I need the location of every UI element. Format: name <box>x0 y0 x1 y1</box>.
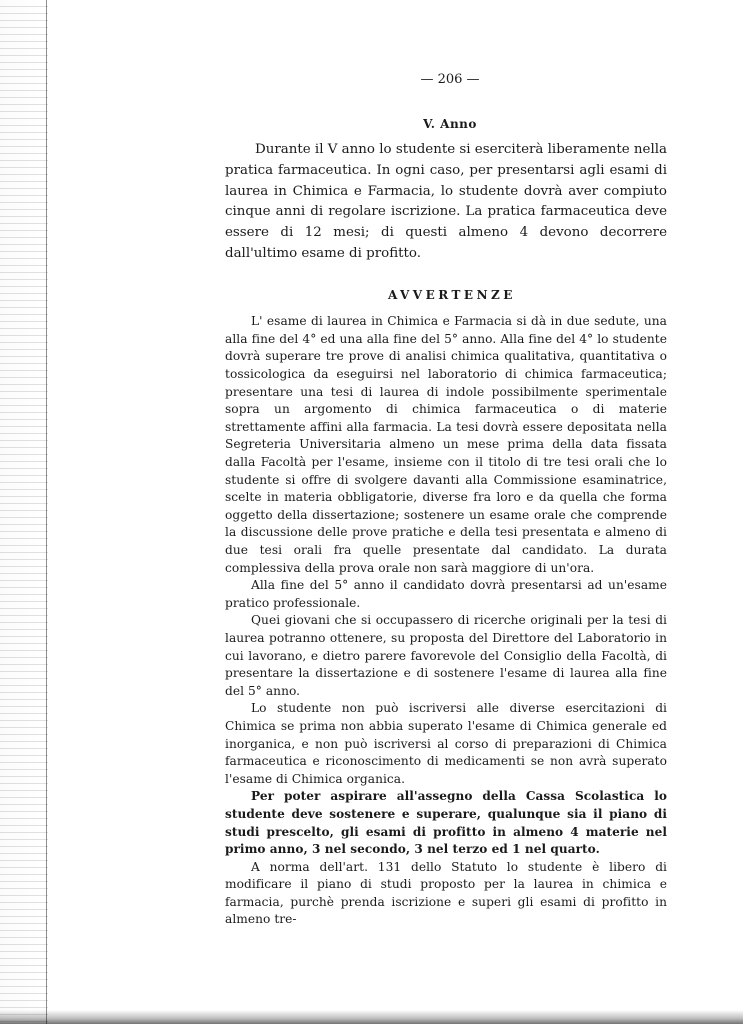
scan-binding-line <box>46 0 47 1024</box>
paragraph-research: Quei giovani che si occupassero di ricerche originali per la tesi di laurea potranno ottenere, su proposta del Direttore del Laboratorio in cui lavorano, e dietro parere favorevole del Consiglio della Facoltà, di presentare la dissertazione e di sostenere l'esame di laurea alla fine del 5° anno. <box>225 613 667 698</box>
year-heading: V. Anno <box>423 116 477 131</box>
paragraph-enrollment: Lo studente non può iscriversi alle diverse esercitazioni di Chimica se prima non abbia superato l'esame di Chimica generale ed inorganica, e non può iscriversi al corso di preparazioni di Chimica farmaceutica e riconoscimento di medicamenti se non avrà superato l'esame di Chimica organica. <box>225 701 667 786</box>
paragraph-exam: L' esame di laurea in Chimica e Farmacia si dà in due sedute, una alla fine del 4° ed una alla fine del 5° anno. Alla fine del 4° lo studente dovrà superare tre prove di analisi chimica qualitativa, quantitativa o tossicologica da eseguirsi nel laboratorio di chimica farmaceutica; presentare una tesi di laurea di indole possibilmente sperimentale sopra un argomento di chimica farmaceutica o di materie strettamente affini alla farmacia. La tesi dovrà essere depositata nella Segreteria Universitaria almeno un mese prima della data fissata dalla Facoltà per l'esame, insieme con il titolo di tre tesi orali che lo studente si offre di svolgere davanti alla Commissione esaminatrice, scelte in materia obbligatorie, diverse fra loro e da quella che forma oggetto della dissertazione; sostenere un esame orale che comprende la discussione delle prove pratiche e della tesi presentata e almeno di due tesi orali fra quelle presentate dal candidato. La durata complessiva della prova orale non sarà maggiore di un'ora. <box>225 314 667 575</box>
year-paragraph: Durante il V anno lo studente si eserciterà liberamente nella pratica farmaceutica. In ogni caso, per presentarsi agli esami di laurea in Chimica e Farmacia, lo studente dovrà aver compiuto cinque anni di regolare iscrizione. La pratica farmaceutica deve essere di 12 mesi; di questi almeno 4 devono decorrere dall'ultimo esame di profitto. <box>225 142 668 261</box>
document-page <box>225 70 667 929</box>
page-number: — 206 — <box>420 72 480 87</box>
scan-left-edge <box>0 0 48 1024</box>
paragraph-fifth-year: Alla fine del 5° anno il candidato dovrà presentarsi ad un'esame pratico professionale. <box>225 578 667 610</box>
scan-bottom-edge <box>0 1010 743 1024</box>
paragraph-scholarship: Per poter aspirare all'assegno della Cassa Scolastica lo studente deve sostenere e superare, qualunque sia il piano di studi prescelto, gli esami di profitto in almeno 4 materie nel primo anno, 3 nel secondo, 3 nel terzo ed 1 nel quarto. <box>225 789 667 857</box>
section-heading: AVVERTENZE <box>388 287 516 302</box>
paragraph-statute: A norma dell'art. 131 dello Statuto lo studente è libero di modificare il piano di studi proposto per la laurea in chimica e farmacia, purchè prenda iscrizione e superi gli esami di profitto in almeno tre- <box>225 859 667 927</box>
